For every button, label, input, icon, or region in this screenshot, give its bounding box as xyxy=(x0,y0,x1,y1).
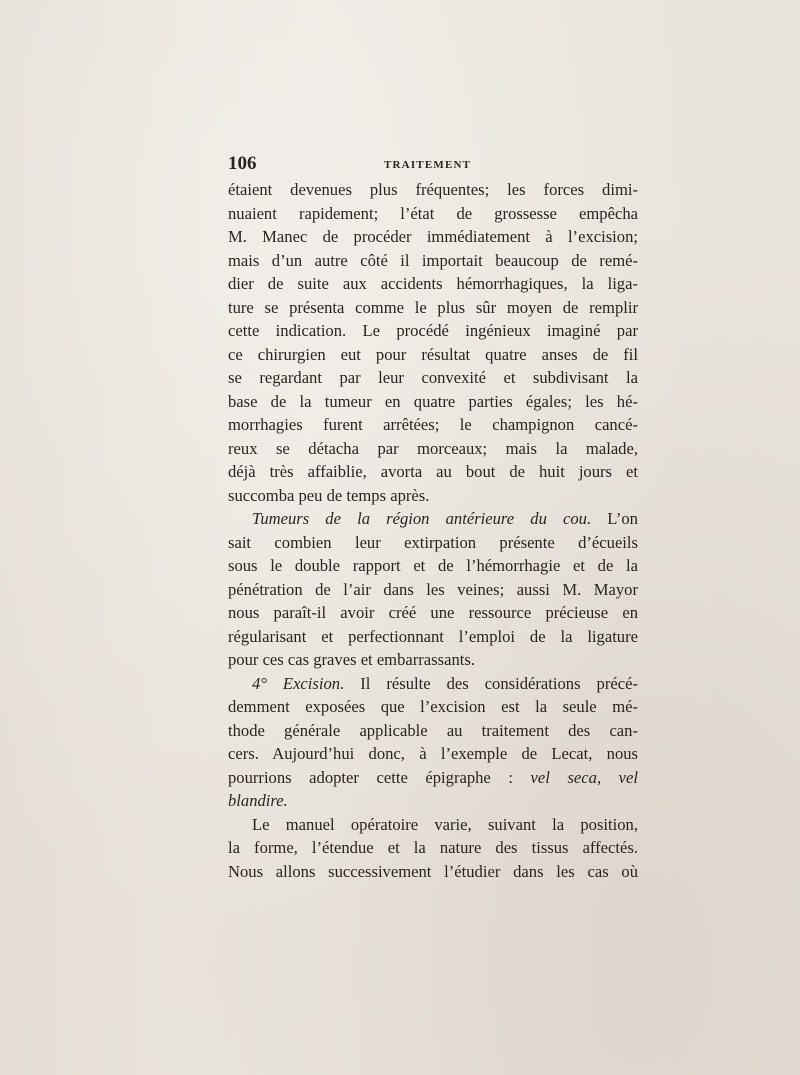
text-line: mais d’un autre côté il importait beaucoup de remé- xyxy=(228,250,638,270)
text-line: déjà très affaiblie, avorta au bout de huit jours et xyxy=(228,462,638,481)
running-head xyxy=(228,152,638,176)
text-line: thode générale applicable au traitement des can- xyxy=(228,720,638,740)
text-line: pourrions adopter cette épigraphe : vel seca, vel xyxy=(228,767,638,787)
text-line: Le manuel opératoire varie, suivant la position, xyxy=(252,814,638,834)
page-number: 106 xyxy=(228,153,257,174)
text-line: étaient devenues plus fréquentes; les forces dimi- xyxy=(228,180,638,199)
epigraph-italic: vel seca, vel xyxy=(530,767,638,787)
body-text xyxy=(228,178,638,883)
text-block xyxy=(228,152,638,883)
text-line: ture se présenta comme le plus sûr moyen de remplir xyxy=(228,297,638,317)
epigraph-italic: blandire. xyxy=(228,791,288,810)
text-line: base de la tumeur en quatre parties égales; les hé- xyxy=(228,391,638,411)
text-line: sait combien leur extirpation présente d’écueils xyxy=(228,532,638,552)
text-line: se regardant par leur convexité et subdivisant la xyxy=(228,368,638,387)
text-line: pénétration de l’air dans les veines; aussi M. Mayor xyxy=(228,579,638,599)
text-line: reux se détacha par morceaux; mais la malade, xyxy=(228,438,638,458)
text-line: ce chirurgien eut pour résultat quatre anses de fil xyxy=(228,344,638,364)
text-line: nuaient rapidement; l’état de grossesse empêcha xyxy=(228,203,638,223)
running-title: TRAITEMENT xyxy=(384,159,472,171)
text-line: nous paraît-il avoir créé une ressource précieuse en xyxy=(228,603,638,622)
text-line: sous le double rapport et de l’hémorrhagie et de la xyxy=(228,556,638,575)
text-line: la forme, l’étendue et la nature des tissus affectés. xyxy=(228,838,638,857)
section-heading-italic: Tumeurs de la région antérieure du cou. xyxy=(252,509,592,528)
text-line: Nous allons successivement l’étudier dans les cas où xyxy=(228,861,638,881)
text-line: succomba peu de temps après. xyxy=(228,485,430,505)
text-line: cette indication. Le procédé ingénieux imaginé par xyxy=(228,321,638,340)
text-line: cers. Aujourd’hui donc, à l’exemple de Lecat, nous xyxy=(228,744,638,763)
text-line: M. Manec de procéder immédiatement à l’excision; xyxy=(228,227,638,246)
text-line: dier de suite aux accidents hémorrhagiques, la liga- xyxy=(228,274,638,293)
text-line: Tumeurs de la région antérieure du cou. L’on xyxy=(252,509,638,528)
text-line: 4° Excision. Il résulte des considérations précé- xyxy=(252,673,638,693)
text-line: demment exposées que l’excision est la seule mé- xyxy=(228,697,638,716)
text-line: régularisant et perfectionnant l’emploi de la ligature xyxy=(228,626,638,646)
text-line xyxy=(228,789,638,813)
section-heading-italic: 4° Excision. xyxy=(252,673,345,693)
text-line: morrhagies furent arrêtées; le champignon cancé- xyxy=(228,415,638,434)
text-line: pour ces cas graves et embarrassants. xyxy=(228,650,475,669)
